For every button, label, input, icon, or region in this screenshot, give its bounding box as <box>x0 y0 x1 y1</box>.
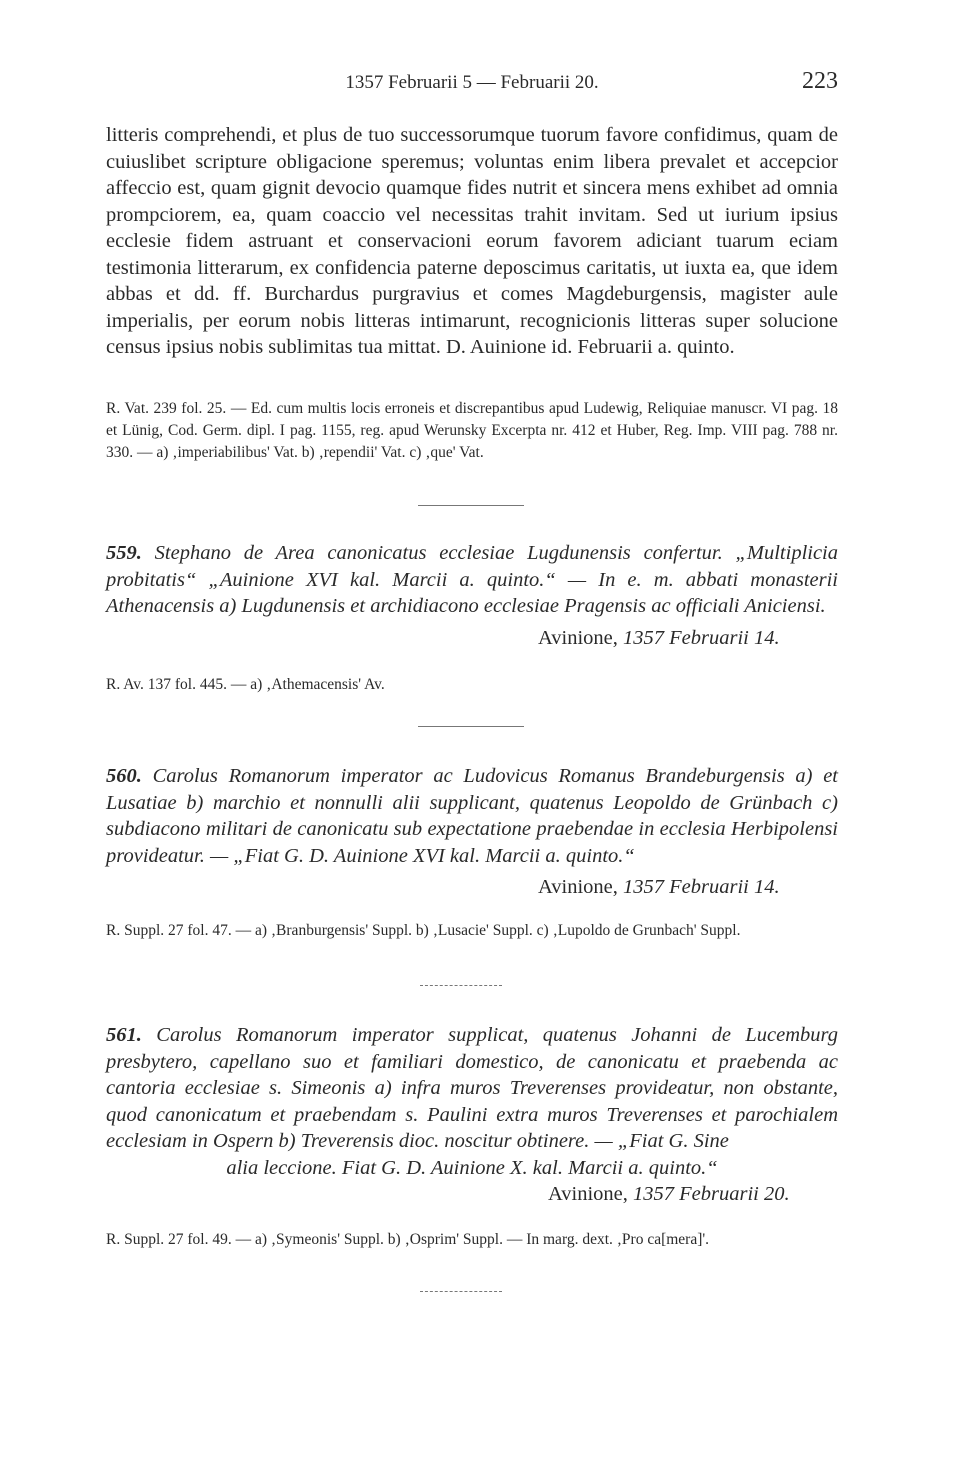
continuation-apparatus <box>106 398 838 465</box>
dateline-559 <box>538 627 780 650</box>
regest-body: Carolus Romanorum imperator supplicat, quatenus Johanni de Lucemburg presbytero, capellano suo et familiari domestico, de canonicatu et praebenda ac cantoria ecclesiae s. Simeonis a) infra muros Treverenses provideatur, non obstante, quod canonicatum et praebendam s. Paulini extra muros Treverenses et parochialem ecclesiam in Ospern b) Treverensis dioc. noscitur obtinere. — „Fiat G. Sine <box>106 1024 838 1152</box>
apparatus-note: R. Vat. 239 fol. 25. — Ed. cum multis locis erroneis et discrepantibus apud Ludewig, Reliquiae manuscr. VI pag. 18 et Lünig, Cod. Germ. dipl. I pag. 1155, reg. apud Werunsky Excerpta nr. 412 et Huber, Reg. Imp. VIII pag. 788 nr. 330. — a) ‚imperiabilibus' Vat. b) ‚rependii' Vat. c) ‚que' Vat. <box>106 400 838 462</box>
regest-body: Carolus Romanorum imperator ac Ludovicus Romanus Brandeburgensis a) et Lusatiae b) marchio et nonnulli alii supplicant, quatenus Leopoldo de Grünbach c) subdiacono militari de canonicatu sub expectatione praebendae in ecclesia Herbipolensi provideatur. — „Fiat G. D. Auinione XVI kal. Marcii a. quinto.“ <box>106 765 838 867</box>
section-divider <box>418 505 524 506</box>
apparatus-561 <box>106 1229 838 1251</box>
regest-text <box>106 540 838 620</box>
page-header <box>106 68 838 96</box>
dateline-561 <box>548 1183 790 1206</box>
entry-560 <box>106 763 838 869</box>
section-divider <box>420 1291 502 1292</box>
dateline-560 <box>538 876 780 899</box>
running-title: 1357 Februarii 5 — Februarii 20. <box>345 72 599 93</box>
entry-561 <box>106 1022 838 1181</box>
apparatus-560 <box>106 920 838 942</box>
section-divider <box>420 985 502 986</box>
dateline-place: Avinione, <box>538 876 618 898</box>
apparatus-note: R. Av. 137 fol. 445. — a) ‚Athemacensis' Av. <box>106 676 385 693</box>
entry-559 <box>106 540 838 620</box>
entry-number: 559. <box>106 542 142 564</box>
dateline-date: 1357 Februarii 14. <box>623 627 780 649</box>
section-divider <box>418 726 524 727</box>
regest-body: Stephano de Area canonicatus ecclesiae Lugdunensis confertur. „Multiplicia probitatis“ „Auinione XVI kal. Marcii a. quinto.“ — In e. m. abbati monasterii Athenacensis a) Lugdunensis et archidiacono ecclesiae Pragensis ac officiali Aniciensi. <box>106 542 839 617</box>
dateline-date: 1357 Februarii 14. <box>623 876 780 898</box>
continuation-text <box>106 122 838 361</box>
apparatus-note: R. Suppl. 27 fol. 47. — a) ‚Branburgensis' Suppl. b) ‚Lusacie' Suppl. c) ‚Lupoldo de Grunbach' Suppl. <box>106 922 741 939</box>
continuation-paragraph: litteris comprehendi, et plus de tuo successorumque tuorum favore confidimus, quam de cuiuslibet scripture obligacione speremus; voluntas enim libera prevalet et accepcior affeccio est, quam gignit devocio quamque fides nutrit et sincera mens exhibet ad omnia prompciorem, ea, quam coaccio vel necessitas trahit invitam. Sed ut iurium ipsius ecclesie fidem astruant et conservacioni eorum favorem adiciant tuarum eciam testimonia litterarum, ex confidencia paterne deposcimus caritatis, ut iuxta ea, que idem abbas et dd. ff. Burchardus purgravius et comes Magdeburgensis, magister aule imperialis, per eorum nobis litteras intimarunt, recognicionis litteras super solucione census ipsius nobis sublimitas tua mittat. D. Auinione id. Februarii a. quinto. <box>106 124 838 358</box>
regest-text <box>106 763 838 869</box>
entry-number: 560. <box>106 765 142 787</box>
dateline-date: 1357 Februarii 20. <box>633 1183 790 1205</box>
dateline-place: Avinione, <box>538 627 618 649</box>
apparatus-note: R. Suppl. 27 fol. 49. — a) ‚Symeonis' Suppl. b) ‚Osprim' Suppl. — In marg. dext. ‚Pro ca[mera]'. <box>106 1231 710 1248</box>
page-number: 223 <box>802 68 838 94</box>
apparatus-559 <box>106 674 838 696</box>
regest-text <box>106 1022 838 1155</box>
dateline-place: Avinione, <box>548 1183 628 1205</box>
entry-number: 561. <box>106 1024 142 1046</box>
regest-last-line: alia leccione. Fiat G. D. Auinione X. kal. Marcii a. quinto.“ <box>226 1156 718 1179</box>
